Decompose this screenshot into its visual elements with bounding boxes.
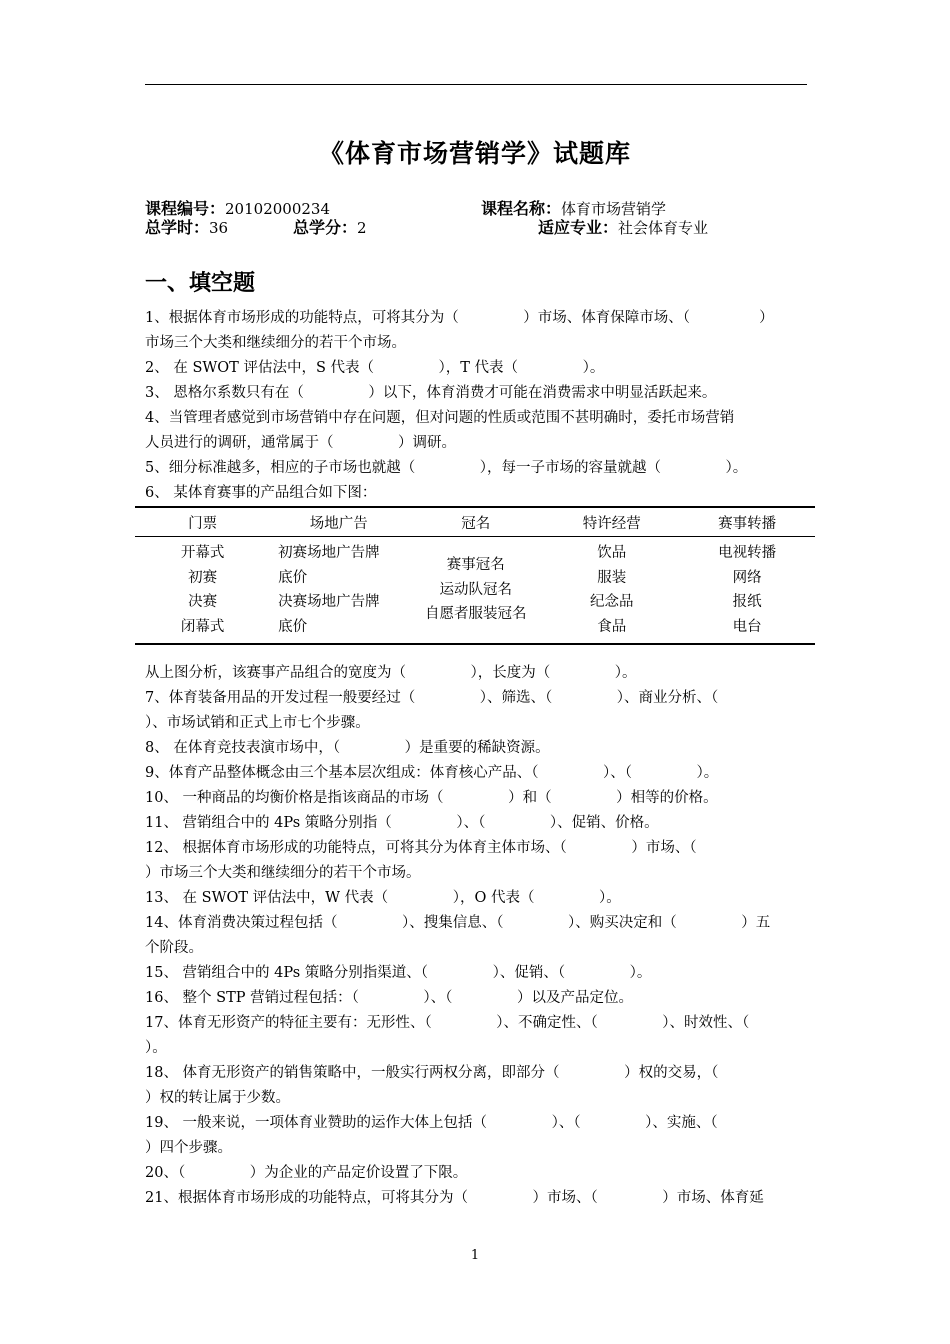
question-line: 13、 在 SWOT 评估法中，W 代表（ ），O 代表（ ）。 [145, 890, 621, 906]
question-line: ）市场三个大类和继续细分的若干个市场。 [145, 865, 421, 881]
table-cell-item: 决赛场地广告牌 [278, 594, 380, 610]
major-label: 适应专业： [538, 218, 619, 237]
course-code-value: 20102000234 [225, 200, 330, 218]
total-hours-label: 总学时： [145, 218, 210, 237]
question-line: 6、 某体育赛事的产品组合如下图： [145, 485, 377, 501]
question-line: ）。 [145, 1040, 167, 1056]
course-code-label: 课程编号： [145, 199, 226, 218]
questions-after-table [145, 661, 807, 1211]
table-header-cell: 特许经营 [544, 507, 679, 537]
table-cell-item: 初赛场地广告牌 [278, 545, 380, 561]
table-cell-item: 食品 [597, 618, 627, 635]
question-line: 10、 一种商品的均衡价格是指该商品的市场（ ）和（ ）相等的价格。 [145, 790, 718, 806]
table-cell-item: 电台 [732, 618, 762, 635]
question-line: 8、 在体育竞技表演市场中，（ ）是重要的稀缺资源。 [145, 740, 550, 756]
question-line: 21、根据体育市场形成的功能特点，可将其分为（ ）市场、（ ）市场、体育延 [145, 1190, 764, 1206]
table-header-cell: 门票 [135, 507, 270, 537]
question-line: 市场三个大类和继续细分的若干个市场。 [145, 335, 406, 351]
question-line: 18、 体育无形资产的销售策略中，一般实行两权分离，即部分（ ）权的交易，（ [145, 1065, 719, 1081]
question-line: 2、 在 SWOT 评估法中，S 代表（ ），T 代表（ ）。 [145, 360, 605, 376]
total-hours-value: 36 [209, 219, 229, 237]
table-cell-item: 网络 [732, 569, 762, 586]
question-line: 19、 一般来说，一项体育业赞助的运作大体上包括（ ）、（ ）、实施、（ [145, 1115, 718, 1131]
question-line: ）、市场试销和正式上市七个步骤。 [145, 715, 370, 731]
table-cell-item: 饮品 [597, 545, 627, 561]
table-header-cell: 冠名 [407, 507, 544, 537]
table-cell-licensing [544, 537, 679, 645]
question-line: 9、体育产品整体概念由三个基本层次组成：体育核心产品、（ ）、（ ）。 [145, 765, 719, 781]
question-line: 14、体育消费决策过程包括（ ）、搜集信息、（ ）、购买决定和（ ）五 [145, 915, 771, 931]
question-line: 5、细分标准越多，相应的子市场也就越（ ），每一子市场的容量就越（ ）。 [145, 460, 748, 476]
question-line: 7、体育装备用品的开发过程一般要经过（ ）、筛选、（ ）、商业分析、（ [145, 690, 719, 706]
table-cell-item: 闭幕式 [180, 618, 225, 635]
question-line: 人员进行的调研，通常属于（ ）调研。 [145, 435, 457, 451]
course-code-field [145, 200, 330, 218]
course-name-label: 课程名称： [481, 199, 562, 218]
table-cell-broadcast [679, 537, 815, 645]
question-line: 15、 营销组合中的 4Ps 策略分别指渠道、（ ）、促销、（ ）。 [145, 965, 652, 981]
table-cell-item: 初赛 [188, 569, 218, 586]
total-hours-field [145, 219, 228, 237]
question-line: 1、根据体育市场形成的功能特点，可将其分为（ ）市场、体育保障市场、（ ） [145, 310, 774, 326]
question-line: 个阶段。 [145, 940, 203, 956]
course-name-value: 体育市场营销学 [561, 200, 667, 218]
table-cell-item: 决赛 [188, 594, 218, 610]
major-field [538, 219, 708, 237]
table-cell-item: 报纸 [732, 594, 762, 610]
table-cell-tickets [135, 537, 270, 645]
document-title: 《体育市场营销学》试题库 [318, 139, 631, 168]
table-cell-item: 电视转播 [718, 545, 777, 561]
major-value: 社会体育专业 [618, 219, 709, 237]
table-cell-item: 开幕式 [180, 545, 225, 561]
table-cell-venue-ads [270, 537, 407, 645]
table-header-cell: 赛事转播 [679, 507, 815, 537]
table-cell-item: 运动队冠名 [439, 581, 512, 598]
credits-value: 2 [357, 219, 367, 237]
question-line: ）权的转让属于少数。 [145, 1090, 290, 1106]
table-cell-item: 底价 [278, 569, 308, 586]
table-header-cell: 场地广告 [270, 507, 407, 537]
header-rule [145, 84, 807, 85]
course-name-field [481, 200, 666, 218]
question-line: 20、（ ）为企业的产品定价设置了下限。 [145, 1165, 468, 1181]
questions-before-table [145, 306, 807, 506]
question-line: 从上图分析，该赛事产品组合的宽度为（ ），长度为（ ）。 [145, 665, 637, 681]
table-cell-item: 服装 [597, 569, 627, 586]
table-cell-item: 赛事冠名 [446, 557, 505, 574]
table-header-row [135, 507, 815, 537]
question-line: 4、当管理者感觉到市场营销中存在问题，但对问题的性质或范围不甚明确时，委托市场营销 [145, 410, 735, 426]
table-cell-naming [407, 537, 544, 645]
table-cell-item: 纪念品 [590, 594, 634, 610]
credits-field [293, 219, 367, 237]
section-heading: 一、填空题 [145, 271, 256, 296]
question-line: 17、体育无形资产的特征主要有：无形性、（ ）、不确定性、（ ）、时效性、（ [145, 1015, 750, 1031]
question-line: 3、 恩格尔系数只有在（ ）以下，体育消费才可能在消费需求中明显活跃起来。 [145, 385, 717, 401]
question-line: 16、 整个 STP 营销过程包括：（ ）、（ ）以及产品定位。 [145, 990, 633, 1006]
question-line: 12、 根据体育市场形成的功能特点，可将其分为体育主体市场、（ ）市场、（ [145, 840, 697, 856]
question-line: ）四个步骤。 [145, 1140, 232, 1156]
question-line: 11、 营销组合中的 4Ps 策略分别指（ ）、（ ）、促销、价格。 [145, 815, 659, 831]
table-cell-item: 自愿者服装冠名 [425, 606, 527, 623]
credits-label: 总学分： [293, 218, 358, 237]
product-mix-table [135, 506, 815, 645]
table-cell-item: 底价 [278, 618, 308, 635]
table-row [135, 537, 815, 645]
page-number: 1 [470, 1248, 480, 1263]
